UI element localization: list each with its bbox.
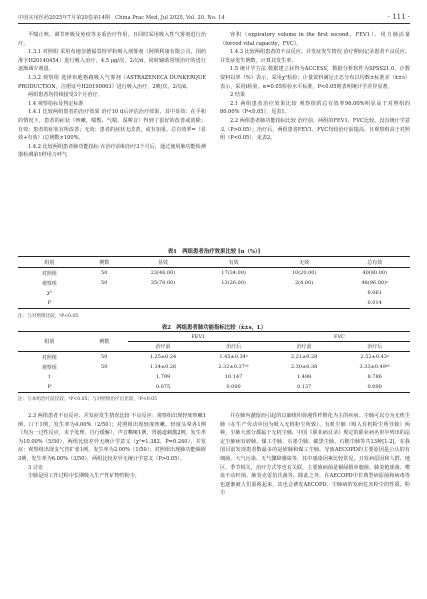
table-row: [18, 362, 410, 372]
table2: [18, 331, 410, 393]
table-cell: 23(46.00): [150, 270, 176, 276]
column-right-top: [220, 31, 410, 143]
paragraph: 1.4.1 比较两组患者的治疗效果 治疗10 d后评估治疗效果，其中显效：在平和的情况下，患者的症状（咳嗽、喘憋、气喘、湿啰音）得到了很好的改善或消除；有效：患者的症状有所改善；无效：患者的症状无改善，或有加重。总有效率=（显效+有效）/总例数×100%。: [18, 109, 206, 142]
table-cell: 0.075: [155, 384, 171, 390]
table-cell: 对照组: [41, 354, 57, 361]
table-cell: χ²: [46, 290, 52, 296]
table-cell: 6.061: [367, 290, 382, 296]
paragraph: 1.5 统计学方法 数据建立获得为ACCESS，数据分析软件为SPSS21.0。计数资料以率（%）表示，采用χ²检验；计量资料满足正态分布以均数±标准差（x̄±s）表示，采用t检验。α=0.05检验水平标准，P<0.05则表明统计学差异显著。: [220, 66, 410, 90]
table-header: FEV1: [128, 332, 269, 342]
table-cell: 0.000: [226, 384, 241, 390]
table-cell: 对照组: [41, 270, 57, 277]
table-cell: 35(70.00): [150, 280, 176, 286]
table-cell: [128, 288, 199, 298]
table-cell: 8.786: [367, 374, 382, 380]
table-row: [18, 278, 410, 288]
paragraph: 两组患者均持续接受3个月治疗。: [28, 92, 103, 99]
table1-note: 注：与对照组比较，ᵃP<0.05: [18, 314, 79, 319]
table-cell: 50: [101, 364, 108, 370]
table-cell: [81, 288, 128, 298]
table-subheader: 治疗后: [339, 342, 410, 352]
paragraph: 1.3.2 观察组 选择布地格路吸入气雾剂（ASTRAZENECA DUNKERQUE PRODUCTION，注册证号H20190063）进行吸入治疗，2喷/次，2次/d。: [18, 74, 206, 90]
table-cell: 48(96.00)ᵃ: [361, 280, 388, 286]
table1: [18, 256, 410, 309]
header-divider: [18, 23, 410, 24]
table-cell: 50: [101, 280, 108, 286]
paragraph: 2.3 两组患者不良反应、并发症发生情况比较 不良反应：观察组出现轻度咳嗽1例，口干1例，发生率为4.00%（2/50）；对照组出现轻度咳嗽、轻度头晕各1例（均为一过性反应，未予处理，自行缓解），声音嘶哑1例，胃肠道刺激2例，发生率为10.00%（5/50），两组比较差异无统计学意义（χ²=1.382，P=0.240）。并发症：观察组出现支气管扩张1例，发生率为2.00%（1/50）；对照组出现肺功能障碍3例，发生率为6.00%（3/50），两组比较差异无统计学意义（P>0.05）。: [18, 413, 206, 462]
table-cell: 50: [101, 354, 108, 360]
table-header: 有效: [198, 257, 269, 268]
table-row: [18, 298, 410, 309]
table-cell: 1.45±0.34ᵃ: [219, 354, 248, 360]
table-subheader: 治疗后: [198, 342, 269, 352]
table-cell: [198, 288, 269, 298]
table-cell: 0.137: [296, 384, 312, 390]
table-cell: [269, 288, 340, 298]
column-right-bottom: [220, 412, 410, 498]
journal-citation: 中国实用医药2025年7月第20卷第14期 China Prac Med, Jul 2025, Vol. 20, No. 14: [18, 15, 225, 21]
table-cell: 2.32±0.37ᵃᵇ: [218, 364, 249, 370]
table1-caption: 表1 两组患者治疗效果比较 [n（%）]: [167, 249, 261, 255]
table-cell: P: [47, 300, 52, 306]
table-cell: 50: [101, 270, 108, 276]
table-cell: 13(26.00): [221, 280, 246, 286]
table-header: 总有效: [339, 257, 410, 268]
table-cell: 10.147: [224, 374, 243, 380]
paragraph: 2.1 两组患者治疗效果比较 观察组的总有效率96.00%明显高于对照组的80.00%（P<0.05），见表1。: [220, 100, 410, 116]
table-header: 组别: [18, 332, 81, 352]
table-header: 无效: [269, 257, 340, 268]
section-heading: 1.4 观察指标及判定标准: [28, 100, 84, 107]
table-cell: [198, 298, 269, 309]
table-cell: 40(80.00): [362, 270, 387, 276]
table-cell: [81, 372, 128, 382]
table-cell: 1.34±0.26: [149, 364, 177, 370]
table2-note: 注：与本组治疗前比较，ᵃP<0.05；与对照组治疗后比较，ᵇP<0.05: [18, 397, 158, 402]
table-header: 组别: [18, 257, 81, 268]
table-cell: 2.30±0.38: [290, 364, 318, 370]
table-cell: 2.21±0.28: [290, 354, 318, 360]
table-header: 显效: [128, 257, 199, 268]
table-header: FVC: [269, 332, 410, 342]
table-cell: 3.33±0.49ᵃᵇ: [359, 364, 390, 370]
table-cell: 10(20.00): [291, 270, 317, 276]
section-heading: 3 讨论: [28, 464, 44, 471]
table-cell: 2(4.00): [295, 280, 314, 286]
table2-caption: 表2 两组患者肺功能指标比较（x̄±s，L）: [161, 325, 267, 331]
paragraph: 平喘止咳、调节呼吸及免疫等多重治疗作用，且同时采用吸入性气雾剂进行治疗。: [18, 32, 206, 47]
page-number: · 111 ·: [387, 13, 410, 21]
paragraph: 1.4.2 比较两组患者肺功能指标 在治疗前和治疗3个月后，通过使用肺功能检测器检测第1秒用力呼气: [18, 143, 206, 159]
table-cell: 0.014: [367, 300, 382, 306]
table-cell: 观察组: [41, 280, 57, 287]
table-cell: 观察组: [41, 364, 57, 371]
table-cell: t: [48, 374, 51, 380]
table-cell: [269, 298, 340, 309]
table-row: [18, 372, 410, 382]
table-header: 例数: [81, 257, 128, 268]
column-left-top: [18, 31, 206, 160]
table-cell: [128, 298, 199, 309]
paragraph: 2.2 两组患者肺功能指标比较 治疗前，两组的FEV1、FVC比较，没有统计学意义（P>0.05）；治疗后，两组患者FEV1、FVC均较治疗前提高，且观察组高于对照组（P<0.05），见表2。: [220, 117, 410, 142]
table-cell: 17(34.00): [221, 270, 246, 276]
table-row: [18, 268, 410, 279]
table-header: 例数: [81, 332, 128, 352]
section-heading: 2 结果: [230, 92, 246, 99]
paragraph: 1.3.1 对照组 采用布地奈德福莫特罗粉吸入剂雾剂（阿斯利康有限公司，国药准字H20140454）进行吸入治疗，4.5 μg/次，2次/d，同时辅助常规治疗的进行逐渐减少剂量。: [18, 49, 206, 73]
table-cell: 1.799: [155, 374, 171, 380]
table-row: [18, 288, 410, 298]
table-row: [18, 352, 410, 363]
table-subheader: 治疗前: [128, 342, 199, 352]
table-cell: 2.52±0.43ᵃ: [360, 354, 389, 360]
paragraph: 尘肺是因工作过程中长期吸入生产性矿物性粉尘，: [28, 473, 141, 480]
table-cell: [81, 298, 128, 309]
table-cell: [81, 382, 128, 393]
paragraph: 1.4.3 比较两组患者的不良反应、并发症发生情况 治疗期间记录患者不良反应、并发症发生例数，计算其发生率。: [220, 49, 410, 64]
table-cell: 1.25±0.24: [149, 354, 177, 360]
paragraph: 容积（expiratory volume in the first second，FEV1）、用力肺活量（forced vital capacity，FVC）。: [220, 32, 410, 47]
table-row: [18, 382, 410, 393]
table-cell: P: [47, 384, 52, 390]
table-cell: 1.498: [296, 374, 312, 380]
column-left-bottom: [18, 412, 206, 481]
table-cell: 0.000: [367, 384, 382, 390]
paragraph: 并在肺内潴留而引起的以肺组织弥漫性纤维化为主的疾病。尘肺可以分为无机尘肺（在生产劳动中因为吸入无机粉尘所致）、有机尘肺（吸入有机粉尘所导致）两种，尘肺大部分都属于无机尘肺。中国《职业病目录》规定的职业病名单中列出的法定尘肺病有矽肺、煤工尘肺、石墨尘肺、碳黑尘肺、石棉尘肺等共13种[1-2]。在我国目前发现患者数最多的是矽肺和煤工尘肺。导致AECOPD的主要原因是公认的有细菌、大气污染、天气骤降感染等，其中感染因素比较常见，且发病原因和人群、地区、季节相关，治疗方式等也有关联，主要致病菌是铜绿假单胞菌、肺炎链球菌、嗜血不动杆菌、肺炎克雷伯氏菌等。除此之外，在AECOPD中非典型病原菌和病毒等也逐渐被人们重视起来，其也会诱发AECOPD。尘肺病的发病危害粉尘的性质、粉尘: [220, 413, 410, 497]
table-subheader: 治疗前: [269, 342, 340, 352]
